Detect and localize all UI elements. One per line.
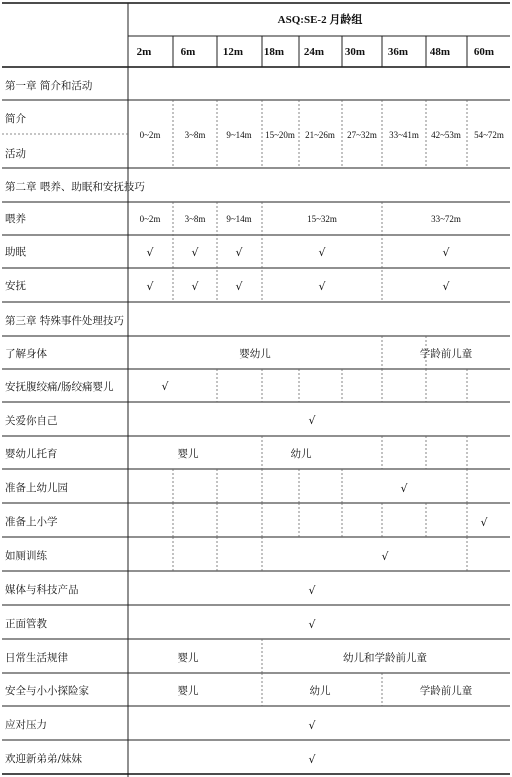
row-label-soothe: 安抚 bbox=[5, 280, 26, 292]
check-mark: √ bbox=[318, 246, 326, 259]
range-cell: 0~2m bbox=[139, 214, 161, 224]
cell-text: 婴儿 bbox=[177, 448, 199, 460]
check-mark: √ bbox=[308, 618, 316, 631]
feeding-ranges bbox=[140, 214, 461, 224]
range-cell: 54~72m bbox=[474, 130, 504, 140]
cell-text: 婴幼儿 bbox=[239, 348, 271, 360]
check-mark: √ bbox=[146, 246, 154, 259]
row-label-feeding: 喂养 bbox=[5, 213, 26, 225]
chapter1-ranges bbox=[140, 130, 504, 140]
check-mark: √ bbox=[235, 246, 243, 259]
cell-text: 学龄前儿童 bbox=[419, 685, 473, 697]
check-mark: √ bbox=[318, 280, 326, 293]
cell-text: 婴儿 bbox=[177, 652, 199, 664]
cell-text: 幼儿和学龄前儿童 bbox=[343, 652, 427, 664]
range-cell: 3~8m bbox=[184, 214, 206, 224]
range-cell: 42~53m bbox=[431, 130, 461, 140]
row-label-positive-discipline: 正面管教 bbox=[5, 618, 47, 630]
row-label-daily-routine: 日常生活规律 bbox=[5, 652, 68, 664]
range-cell: 15~32m bbox=[307, 214, 337, 224]
check-mark: √ bbox=[308, 414, 316, 427]
sleep-marks bbox=[146, 246, 450, 259]
age-header-36m: 36m bbox=[387, 46, 409, 58]
row-label-understand-body: 了解身体 bbox=[5, 348, 47, 360]
range-cell: 33~72m bbox=[431, 214, 461, 224]
range-cell: 9~14m bbox=[226, 130, 252, 140]
age-headers bbox=[137, 46, 494, 58]
row-label-new-sibling: 欢迎新弟弟/妹妹 bbox=[5, 753, 83, 765]
check-mark: √ bbox=[442, 280, 450, 293]
row-label-activity: 活动 bbox=[5, 148, 26, 160]
age-header-12m: 12m bbox=[222, 46, 244, 58]
row-label-safety: 安全与小小探险家 bbox=[5, 685, 89, 697]
check-mark: √ bbox=[480, 516, 488, 529]
age-header-48m: 48m bbox=[429, 46, 451, 58]
check-mark: √ bbox=[235, 280, 243, 293]
check-mark: √ bbox=[308, 719, 316, 732]
range-cell: 9~14m bbox=[226, 214, 252, 224]
row-label-toilet-training: 如厕训练 bbox=[5, 550, 47, 562]
row-label-kindergarten: 准备上幼儿园 bbox=[5, 482, 68, 494]
row-label-sleep: 助眠 bbox=[5, 246, 26, 258]
check-mark: √ bbox=[381, 550, 389, 563]
range-cell: 27~32m bbox=[347, 130, 377, 140]
row-label-childcare: 婴幼儿托育 bbox=[5, 448, 58, 460]
row-label-intro: 简介 bbox=[5, 113, 26, 125]
check-mark: √ bbox=[442, 246, 450, 259]
cell-text: 学龄前儿童 bbox=[419, 348, 473, 360]
age-header-18m: 18m bbox=[263, 46, 285, 58]
chapter3-title: 第三章 特殊事件处理技巧 bbox=[5, 315, 124, 327]
chapter1-title: 第一章 简介和活动 bbox=[5, 80, 93, 92]
range-cell: 0~2m bbox=[139, 130, 161, 140]
check-mark: √ bbox=[191, 280, 199, 293]
check-mark: √ bbox=[161, 380, 169, 393]
row-label-primary-school: 准备上小学 bbox=[5, 516, 58, 528]
row-label-media: 媒体与科技产品 bbox=[5, 584, 79, 596]
range-cell: 21~26m bbox=[305, 130, 335, 140]
age-header-30m: 30m bbox=[344, 46, 366, 58]
soothe-marks bbox=[146, 280, 450, 293]
check-mark: √ bbox=[308, 753, 316, 766]
chapter2-title: 第二章 喂养、助眠和安抚技巧 bbox=[5, 181, 145, 193]
age-group-title: ASQ:SE-2 月龄组 bbox=[277, 14, 363, 26]
check-mark: √ bbox=[308, 584, 316, 597]
range-cell: 33~41m bbox=[389, 130, 419, 140]
cell-text: 幼儿 bbox=[309, 685, 331, 697]
cell-text: 婴儿 bbox=[177, 685, 199, 697]
row-label-colic: 安抚腹绞痛/肠绞痛婴儿 bbox=[5, 381, 114, 393]
range-cell: 3~8m bbox=[184, 130, 206, 140]
row-label-self-care: 关爱你自己 bbox=[5, 415, 58, 427]
range-cell: 15~20m bbox=[265, 130, 295, 140]
age-header-24m: 24m bbox=[303, 46, 325, 58]
age-header-6m: 6m bbox=[180, 46, 196, 58]
cell-text: 幼儿 bbox=[290, 448, 312, 460]
age-header-60m: 60m bbox=[473, 46, 495, 58]
age-header-2m: 2m bbox=[136, 46, 152, 58]
check-mark: √ bbox=[146, 280, 154, 293]
check-mark: √ bbox=[191, 246, 199, 259]
check-mark: √ bbox=[400, 482, 408, 495]
row-label-stress: 应对压力 bbox=[5, 719, 47, 731]
